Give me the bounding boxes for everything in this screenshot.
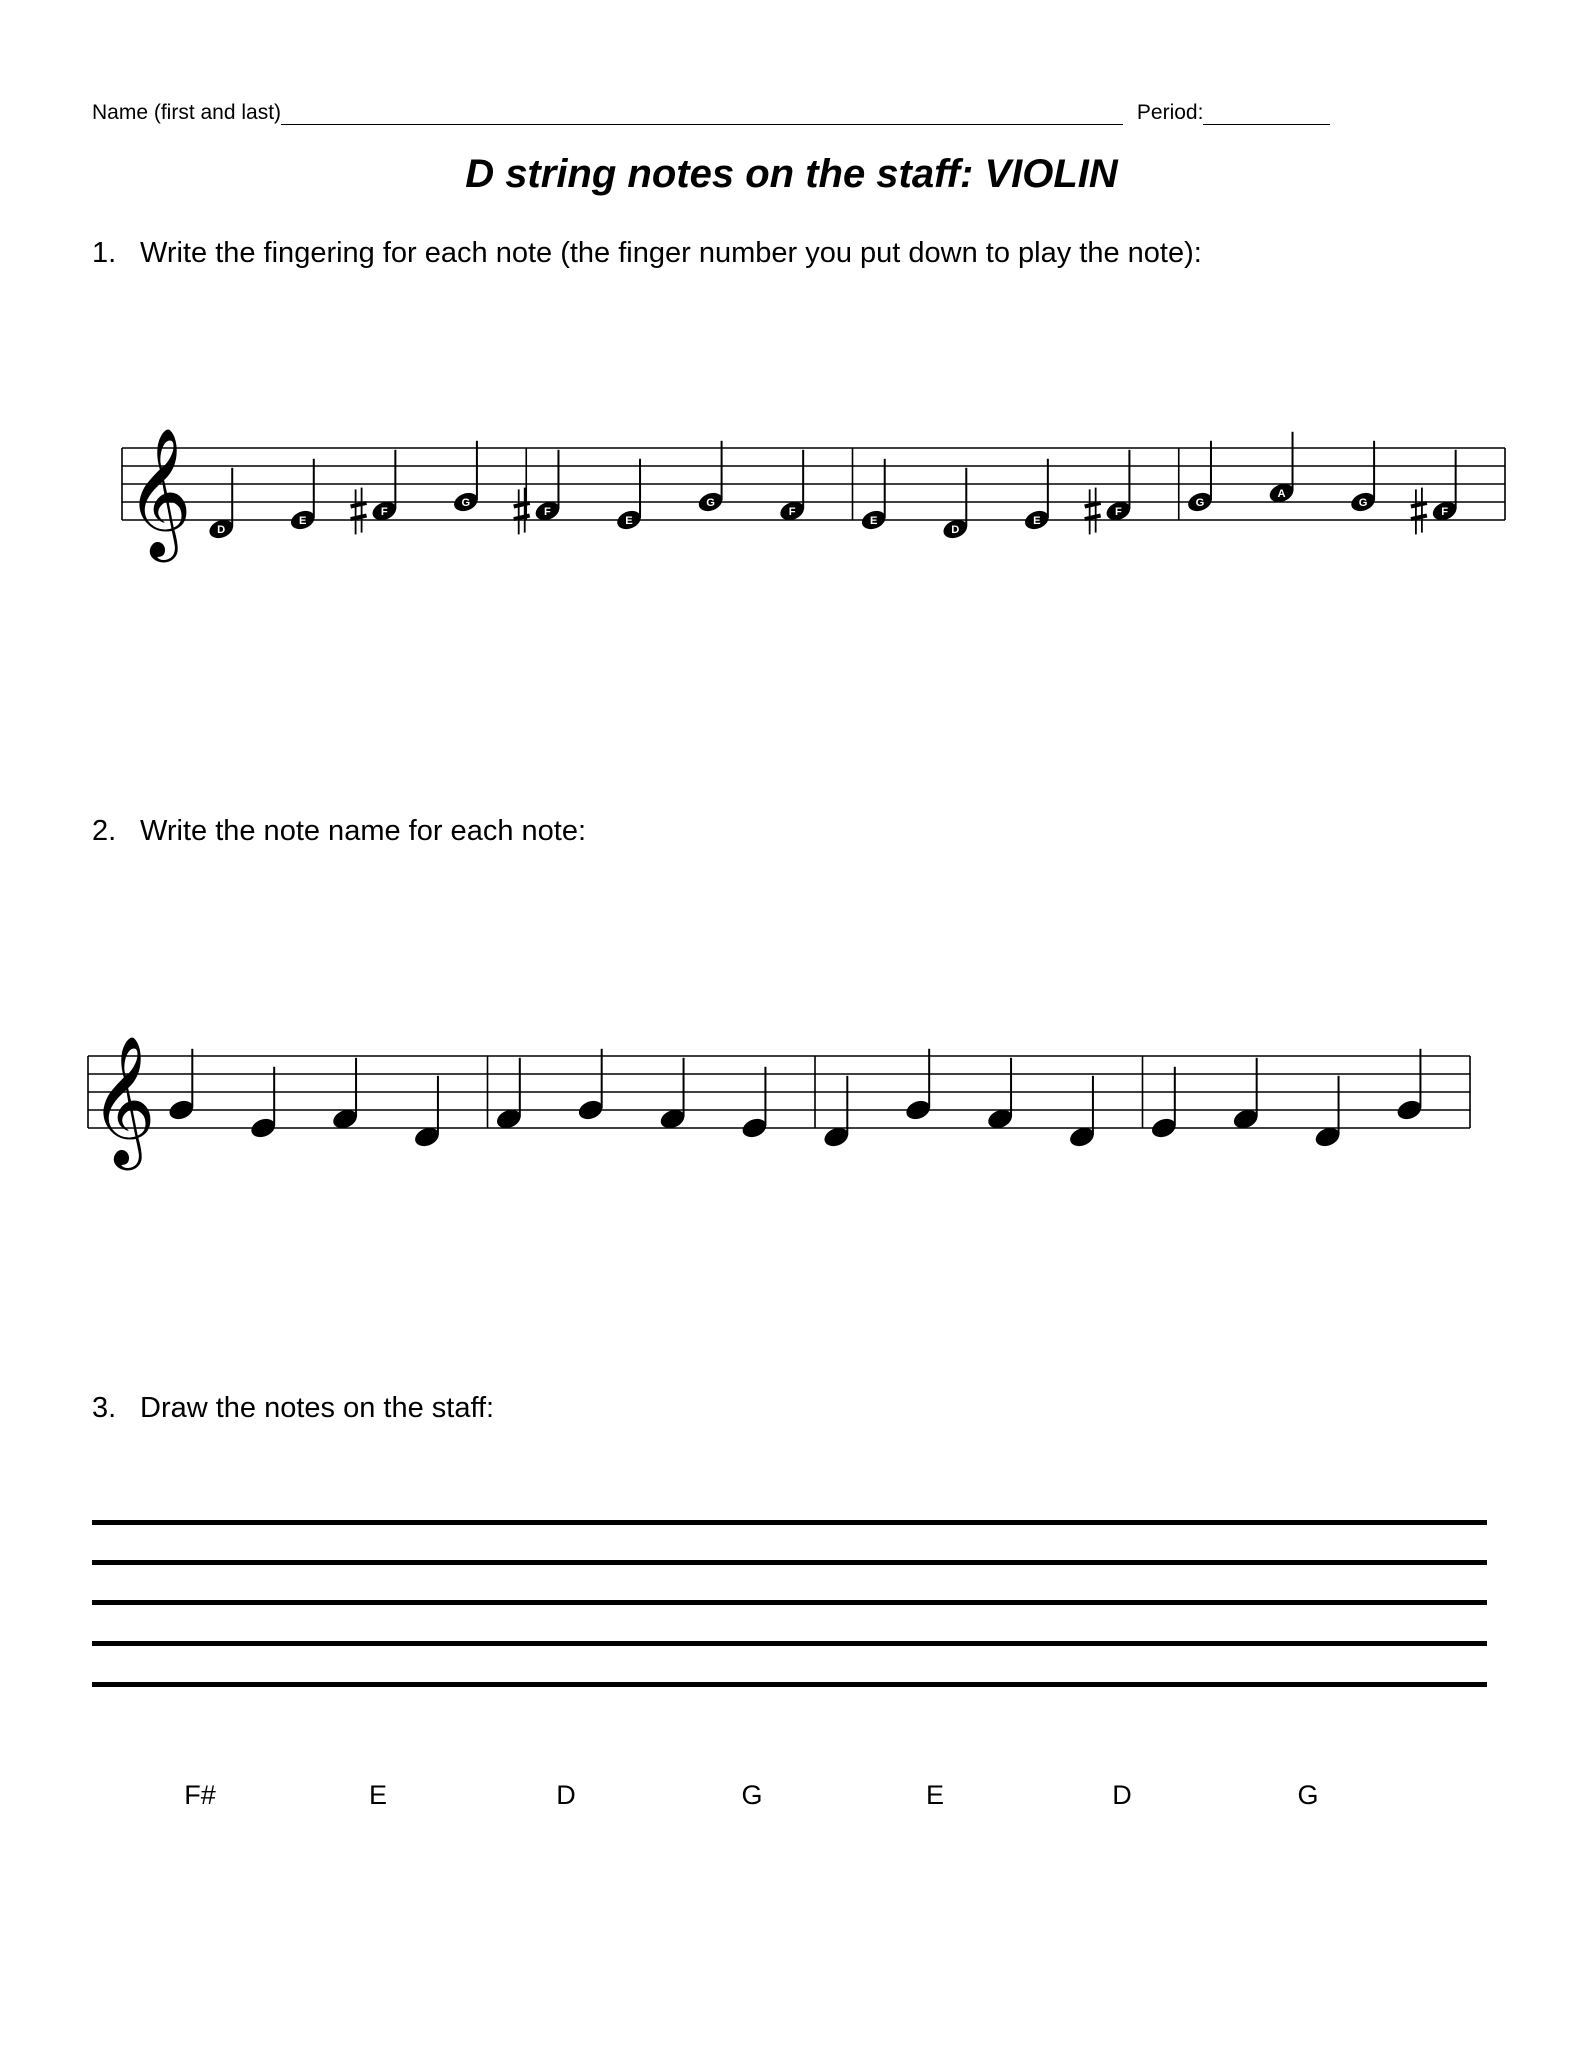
draw-note-label: D <box>556 1780 576 1810</box>
note-letter-label: F <box>544 505 551 518</box>
sharp-icon <box>351 488 367 535</box>
question-2-number: 2. <box>92 815 117 847</box>
note-letter-label: F <box>380 505 388 518</box>
question-2 <box>92 815 586 848</box>
sharp-icon <box>1411 488 1427 535</box>
draw-note-label: E <box>368 1780 387 1810</box>
treble-clef-icon: 𝄞 <box>126 426 192 557</box>
period-label: Period: <box>1136 101 1204 124</box>
sharp-stroke <box>351 516 367 520</box>
draw-note-label: F# <box>184 1780 216 1810</box>
note <box>904 1049 933 1123</box>
note <box>1067 1076 1096 1150</box>
note <box>207 468 236 542</box>
note <box>1085 450 1133 535</box>
sharp-stroke <box>1411 516 1427 520</box>
note <box>451 441 480 515</box>
note <box>412 1076 441 1150</box>
note-letter-label: F <box>1114 505 1122 518</box>
blank-staff-line <box>92 1682 1487 1687</box>
note <box>494 1058 523 1132</box>
note <box>1149 1067 1178 1141</box>
note-letter-label: E <box>299 514 307 527</box>
note <box>822 1076 851 1150</box>
treble-clef-icon: 𝄞 <box>90 1034 156 1165</box>
note <box>1231 1058 1260 1132</box>
note-letter-label: A <box>1277 487 1286 500</box>
period-blank[interactable] <box>1203 98 1330 125</box>
question-1-text: Write the fingering for each note (the finger number you put down to play the note): <box>140 237 1202 269</box>
note <box>1349 441 1378 515</box>
blank-staff-line <box>92 1560 1487 1565</box>
note <box>514 450 562 535</box>
note <box>740 1067 769 1141</box>
note <box>351 450 399 535</box>
sharp-stroke <box>351 503 367 507</box>
note <box>859 459 888 533</box>
blank-staff-line <box>92 1600 1487 1605</box>
question-3 <box>92 1392 494 1425</box>
note <box>167 1049 196 1123</box>
note-letter-label: E <box>625 514 633 527</box>
question-3-number: 3. <box>92 1392 117 1424</box>
draw-note-label: E <box>925 1780 944 1810</box>
blank-staff-line <box>92 1641 1487 1646</box>
note <box>576 1049 605 1123</box>
note-letter-label: G <box>1195 496 1205 509</box>
name-label: Name (first and last) <box>92 101 282 124</box>
note <box>1395 1049 1424 1123</box>
sharp-stroke <box>1411 503 1427 507</box>
note <box>288 459 317 533</box>
note <box>941 468 970 542</box>
sharp-stroke <box>1085 503 1101 507</box>
note-letter-label: E <box>1033 514 1041 527</box>
sharp-stroke <box>514 516 530 520</box>
note <box>1411 450 1459 535</box>
sharp-stroke <box>1085 516 1101 520</box>
note <box>1022 459 1051 533</box>
draw-note-label: D <box>1112 1780 1132 1810</box>
name-blank[interactable] <box>281 98 1123 125</box>
staff-1 <box>0 400 1583 590</box>
sharp-icon <box>514 488 530 535</box>
question-1 <box>92 237 1202 270</box>
note-letter-label: E <box>869 514 878 527</box>
note <box>249 1067 278 1141</box>
note <box>331 1058 360 1132</box>
draw-note-label: G <box>1297 1780 1319 1810</box>
note-letter-label: F <box>1441 505 1449 518</box>
header-line <box>92 98 1372 132</box>
sharp-stroke <box>514 503 530 507</box>
question-2-text: Write the note name for each note: <box>140 815 587 847</box>
note-letter-label: G <box>706 496 715 509</box>
staff-2 <box>0 1010 1583 1200</box>
note-letter-label: G <box>1358 496 1368 509</box>
note-letter-label: D <box>217 523 226 536</box>
question-1-number: 1. <box>92 237 117 269</box>
note <box>986 1058 1015 1132</box>
page-title: D string notes on the staff: VIOLIN <box>465 152 1118 196</box>
question-3-text: Draw the notes on the staff: <box>140 1392 495 1424</box>
note <box>658 1058 687 1132</box>
note <box>1313 1076 1342 1150</box>
note-letter-label: F <box>788 505 796 518</box>
note <box>778 450 807 524</box>
blank-staff-line <box>92 1520 1487 1525</box>
note-letter-label: G <box>461 496 471 509</box>
note <box>1267 432 1296 506</box>
note <box>696 441 725 515</box>
draw-note-label: G <box>741 1780 763 1810</box>
note <box>615 459 644 533</box>
note-letter-label: D <box>951 523 960 536</box>
note <box>1185 441 1214 515</box>
sharp-icon <box>1085 488 1101 535</box>
